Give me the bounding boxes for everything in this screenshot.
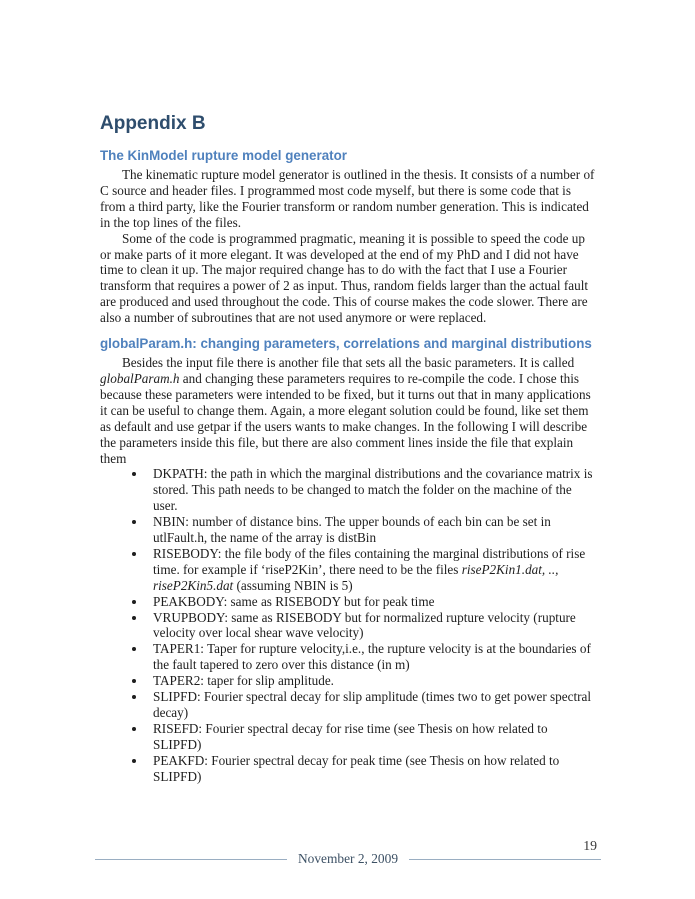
list-item-text: TAPER1: Taper for rupture velocity,i.e., the rupture velocity is at the boundaries of the fault tapered to zero over this distance (in m) — [153, 641, 591, 673]
document-content — [100, 112, 597, 785]
list-item-risebody — [147, 546, 597, 594]
footer-rule-row — [95, 851, 601, 867]
list-item-text: TAPER2: taper for slip amplitude. — [153, 673, 334, 689]
list-item-text: RISEBODY: the file body of the files containing the marginal distributions of rise time. for example if ‘riseP2Kin’, there need to be the files — [153, 545, 586, 577]
list-item-text: NBIN: number of distance bins. The upper bounds of each bin can be set in utlFault.h, the name of the array is distBin — [153, 514, 551, 546]
list-item-peakfd — [147, 753, 597, 785]
footer-rule-left — [95, 859, 287, 860]
footer-date: November 2, 2009 — [297, 851, 399, 866]
list-item-vrupbody — [147, 610, 597, 642]
section-2-heading: globalParam.h: changing parameters, correlations and marginal distributions — [100, 336, 592, 352]
list-item-dkpath — [147, 466, 597, 514]
page-title: Appendix B — [100, 113, 206, 134]
list-item-slipfd — [147, 689, 597, 721]
list-item-text: VRUPBODY: same as RISEBODY but for normalized rupture velocity (rupture velocity over local shear wave velocity) — [153, 609, 576, 641]
paragraph-italic-segment: globalParam.h — [100, 370, 180, 386]
footer-rule-right — [409, 859, 601, 860]
paragraph-text-segment: and changing these parameters requires to re-compile the code. I chose this because these parameters were intended to be fixed, but it turns out that in many applications it can be useful to change them. Again, a more elegant solution could be found, like set them as default and use getpar if the users wants to make changes. In the following I will describe the parameters inside this file, but there are also comment lines inside the file that explain them — [100, 370, 591, 466]
list-item-text: (assuming NBIN is 5) — [233, 577, 353, 593]
parameter-list — [100, 466, 597, 784]
list-item-text: SLIPFD: Fourier spectral decay for slip amplitude (times two to get power spectral decay) — [153, 689, 592, 720]
paragraph-kinmodel-intro: The kinematic rupture model generator is outlined in the thesis. It consists of a number of C source and header files. I programmed most code myself, but there is some code that is from a third party, like the Fourier transform or random number generation. This is indicated in the top lines of the files. — [100, 167, 595, 230]
list-item-text: DKPATH: the path in which the marginal distributions and the covariance matrix is stored. This path needs to be changed to match the folder on the machine of the user. — [153, 466, 593, 514]
page-footer — [95, 838, 601, 875]
list-item-peakbody — [147, 594, 597, 610]
list-item-risefd — [147, 721, 597, 753]
list-item-taper2 — [147, 673, 597, 689]
list-item-text: PEAKBODY: same as RISEBODY but for peak time — [153, 593, 435, 609]
paragraph-text-segment: Besides the input file there is another file that sets all the basic parameters. It is called — [122, 355, 575, 371]
list-item-text: PEAKFD: Fourier spectral decay for peak time (see Thesis on how related to SLIPFD) — [153, 752, 560, 784]
page-number: 19 — [583, 838, 597, 853]
list-item-nbin — [147, 514, 597, 546]
list-item-taper1 — [147, 641, 597, 673]
paragraph-code-pragmatic: Some of the code is programmed pragmatic, meaning it is possible to speed the code up or make parts of it more elegant. It was developed at the end of my PhD and I did not have time to clean it up. The major required change has to do with the fact that I use a Fourier transform that requires a power of 2 as input. Thus, random fields larger than the actual fault are produced and used throughout the code. This of course makes the code slower. There are also a number of subroutines that are not used anymore or were replaced. — [100, 230, 589, 326]
list-item-text: RISEFD: Fourier spectral decay for rise time (see Thesis on how related to SLIPFD) — [153, 720, 548, 752]
paragraph-globalparam-intro — [100, 355, 597, 466]
list-item-italic-text: riseP2Kin1.dat, .., riseP2Kin5.dat — [153, 561, 559, 593]
section-1-heading: The KinModel rupture model generator — [100, 148, 348, 163]
